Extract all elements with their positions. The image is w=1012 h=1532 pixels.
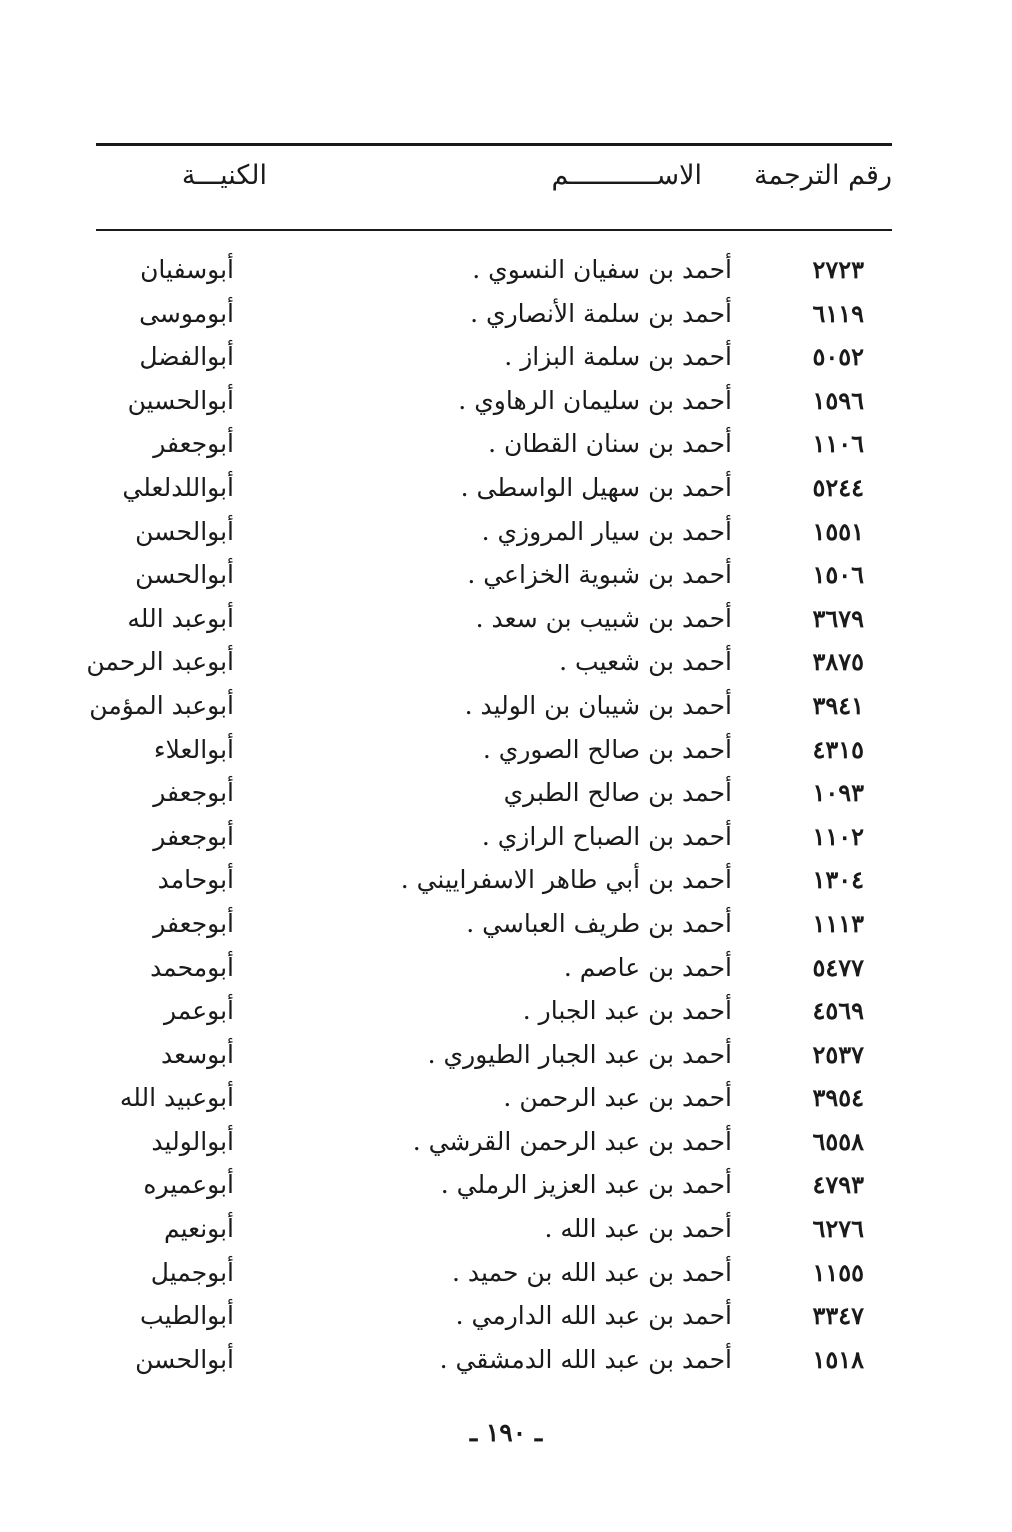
table-row xyxy=(96,1209,892,1253)
header-name: الاســـــــــــم xyxy=(551,160,702,191)
table-row xyxy=(96,773,892,817)
entry-number: ٣٣٤٧ xyxy=(812,1301,864,1331)
entry-number: ١٥٩٦ xyxy=(812,385,864,415)
table-row xyxy=(96,730,892,774)
entry-number: ٣٨٧٥ xyxy=(812,647,864,677)
table-row xyxy=(96,817,892,861)
entry-kunya: أبوجعفر xyxy=(153,429,234,459)
table-row xyxy=(96,468,892,512)
header-rule xyxy=(96,229,892,231)
entry-number: ٥٠٥٢ xyxy=(812,342,864,372)
entry-number: ١١٠٦ xyxy=(812,429,864,459)
table-row xyxy=(89,686,892,730)
entry-number: ١١١٣ xyxy=(812,908,864,938)
entry-number: ٢٧٢٣ xyxy=(812,255,864,284)
entry-kunya: أبوموسى xyxy=(139,298,234,328)
entry-number: ١٥٠٦ xyxy=(812,560,864,590)
table-row xyxy=(96,424,892,468)
entry-number: ٥٤٧٧ xyxy=(812,952,864,982)
entry-name: أحمد بن شبوية الخزاعي . xyxy=(467,560,732,590)
top-rule xyxy=(96,143,892,146)
table-row xyxy=(96,1078,892,1122)
entry-kunya: أبوحامد xyxy=(157,865,234,895)
entry-name: أحمد بن أبي طاهر الاسفراييني . xyxy=(400,865,732,895)
entry-kunya: أبوجعفر xyxy=(153,821,234,851)
entry-kunya: أبوالحسن xyxy=(135,1344,234,1374)
entry-name: أحمد بن سلمة الأنصاري . xyxy=(470,298,732,328)
entry-kunya: أبوالطيب xyxy=(140,1301,234,1331)
entry-name: أحمد بن عبد الله الدارمي . xyxy=(455,1301,732,1331)
entry-number: ٥٢٤٤ xyxy=(812,472,864,502)
table-row xyxy=(96,512,892,556)
entry-name: أحمد بن عاصم . xyxy=(563,952,732,982)
entry-kunya: أبوالحسن xyxy=(135,516,234,546)
entry-number: ٣٦٧٩ xyxy=(812,603,864,633)
entry-kunya: أبوعبد الله xyxy=(127,603,234,633)
entry-name: أحمد بن طريف العباسي . xyxy=(466,908,732,938)
table-row xyxy=(96,1253,892,1297)
table-row xyxy=(96,1165,892,1209)
entry-name: أحمد بن سليمان الرهاوي . xyxy=(458,385,732,415)
entry-name: أحمد بن عبد الرحمن . xyxy=(503,1083,732,1113)
entry-name: أحمد بن سيار المروزي . xyxy=(481,516,732,546)
entry-kunya: أبوعمر xyxy=(164,996,234,1026)
header-kunya: الكنيـــة xyxy=(181,160,267,191)
table-row xyxy=(96,860,892,904)
entry-kunya: أبونعيم xyxy=(163,1214,234,1244)
entry-kunya: أبوالعلاء xyxy=(153,734,234,764)
entry-number: ٣٩٤١ xyxy=(812,690,864,720)
entry-name: أحمد بن عبد الجبار . xyxy=(522,996,732,1026)
table-row xyxy=(96,1122,892,1166)
entry-number: ١٥٥١ xyxy=(812,516,864,546)
table-row xyxy=(86,642,892,686)
entry-name: أحمد بن صالح الطبري xyxy=(503,778,732,808)
table-row xyxy=(96,599,892,643)
entry-name: أحمد بن سلمة البزاز . xyxy=(504,342,732,372)
page-number: ـ ١٩٠ ـ xyxy=(469,1418,543,1447)
table-row xyxy=(96,337,892,381)
entry-number: ٤٥٦٩ xyxy=(812,996,864,1026)
table-row xyxy=(96,1340,892,1384)
entry-name: أحمد بن عبد الجبار الطيوري . xyxy=(427,1039,732,1069)
entry-kunya: أبوعبيد الله xyxy=(119,1083,234,1113)
table-row xyxy=(96,381,892,425)
entry-kunya: أبوجعفر xyxy=(153,908,234,938)
entry-number: ١١٠٢ xyxy=(812,821,864,851)
entry-name: أحمد بن عبد الرحمن القرشي . xyxy=(412,1126,732,1156)
entry-number: ٤٣١٥ xyxy=(812,734,864,764)
table-header xyxy=(96,160,892,210)
entry-name: أحمد بن شعيب . xyxy=(559,647,732,677)
entry-kunya: أبوعبد الرحمن xyxy=(86,647,234,677)
entry-kunya: أبوسفيان xyxy=(140,255,234,284)
entry-number: ١١٥٥ xyxy=(812,1257,864,1287)
table-row xyxy=(96,294,892,338)
entry-number: ٦١١٩ xyxy=(812,298,864,328)
entry-name: أحمد بن عبد الله الدمشقي . xyxy=(439,1344,732,1374)
entry-kunya: أبوالحسين xyxy=(127,385,234,415)
entry-name: أحمد بن سهيل الواسطى . xyxy=(460,472,732,502)
table-row xyxy=(96,555,892,599)
entry-name: أحمد بن عبد الله . xyxy=(544,1214,732,1244)
entry-name: أحمد بن عبد العزيز الرملي . xyxy=(440,1170,732,1200)
entry-kunya: أبوالوليد xyxy=(151,1126,234,1156)
entry-name: أحمد بن شيبان بن الوليد . xyxy=(464,690,732,720)
entry-kunya: أبوجعفر xyxy=(153,778,234,808)
entry-number: ١٣٠٤ xyxy=(812,865,864,895)
entry-name: أحمد بن عبد الله بن حميد . xyxy=(452,1257,732,1287)
entry-kunya: أبوعميره xyxy=(143,1170,234,1200)
entry-kunya: أبومحمد xyxy=(150,952,234,982)
entry-kunya: أبوسعد xyxy=(161,1039,234,1069)
table-row xyxy=(96,1035,892,1079)
entry-name: أحمد بن صالح الصوري . xyxy=(482,734,732,764)
table-row xyxy=(96,250,892,294)
entry-kunya: أبوعبد المؤمن xyxy=(89,690,234,720)
entry-name: أحمد بن سفيان النسوي . xyxy=(472,255,732,284)
table-row xyxy=(96,904,892,948)
entry-name: أحمد بن الصباح الرازي . xyxy=(481,821,732,851)
table-row xyxy=(96,1296,892,1340)
entry-number: ٢٥٣٧ xyxy=(812,1039,864,1069)
table-row xyxy=(96,991,892,1035)
entry-number: ٦٥٥٨ xyxy=(812,1126,864,1156)
entry-number: ٤٧٩٣ xyxy=(812,1170,864,1200)
table-row xyxy=(96,948,892,992)
entry-name: أحمد بن شبيب بن سعد . xyxy=(475,603,732,633)
entry-number: ٦٢٧٦ xyxy=(812,1214,864,1244)
entry-kunya: أبواللدلعلي xyxy=(122,472,234,502)
header-number: رقم الترجمة xyxy=(753,160,892,191)
entry-number: ٣٩٥٤ xyxy=(812,1083,864,1113)
entry-kunya: أبوالفضل xyxy=(139,342,234,372)
entry-number: ١٥١٨ xyxy=(812,1344,864,1374)
entry-kunya: أبوجميل xyxy=(150,1257,234,1287)
entry-name: أحمد بن سنان القطان . xyxy=(488,429,732,459)
entry-kunya: أبوالحسن xyxy=(135,560,234,590)
entry-number: ١٠٩٣ xyxy=(812,778,864,808)
table-body xyxy=(86,250,892,1383)
